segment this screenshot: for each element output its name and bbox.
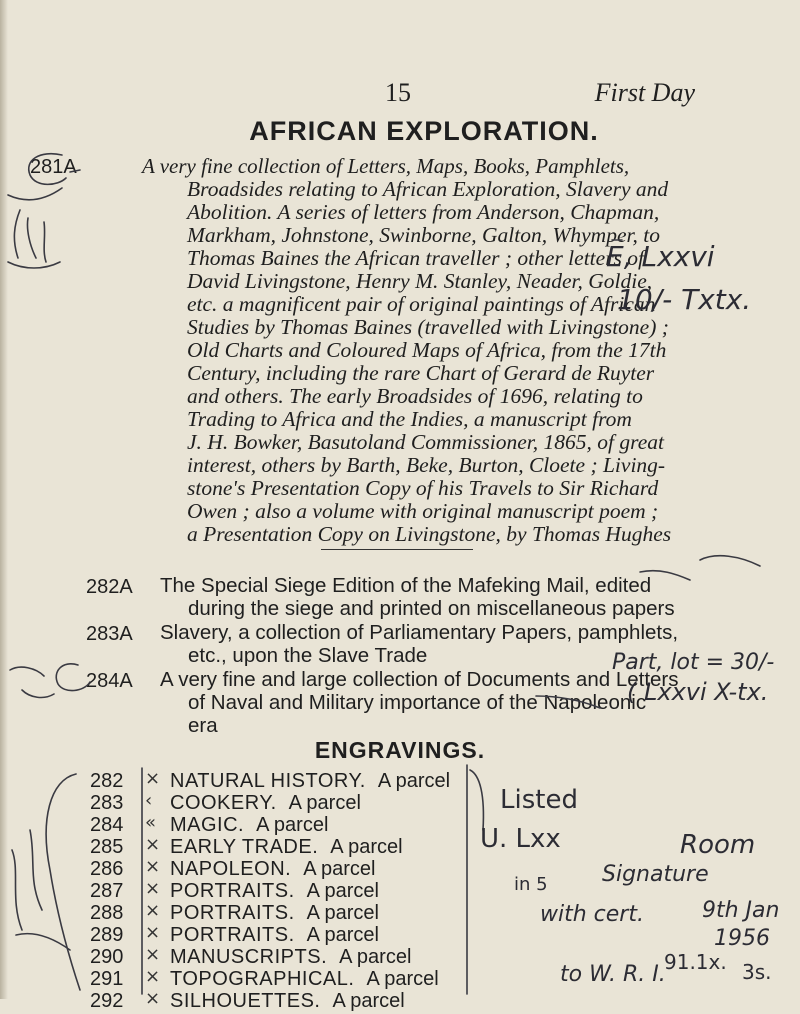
engraving-lot-number: 286 (90, 858, 124, 880)
engraving-category: SILHOUETTES. (170, 990, 321, 1012)
lot-number-284a: 284A (86, 670, 133, 692)
handwritten-note-listed: Listed (500, 785, 578, 815)
handwritten-note-price-284a: Part, lot = 30/- (612, 650, 775, 675)
lot-281a-line-8: Studies by Thomas Baines (travelled with Livingstone) ; (187, 315, 669, 339)
tick-mark: × (145, 966, 161, 987)
lot-282a-line-1: The Special Siege Edition of the Mafeking Mail, edited (160, 574, 652, 597)
engraving-category: MANUSCRIPTS. (170, 946, 328, 968)
engraving-category: COOKERY. (170, 792, 277, 814)
engraving-category: PORTRAITS. (170, 880, 295, 902)
handwritten-note-amount: 3s. (742, 960, 772, 984)
engraving-description: A parcel (288, 792, 361, 814)
engraving-category: TOPOGRAPHICAL. (170, 968, 355, 990)
handwritten-note-signature: Signature (602, 862, 709, 887)
lot-281a-line-16: Owen ; also a volume with original manuscript poem ; (187, 499, 659, 523)
engraving-lot-number: 288 (90, 902, 124, 924)
tick-mark: × (145, 768, 161, 789)
lot-281a-line-1: A very fine collection of Letters, Maps, Books, Pamphlets, (142, 154, 630, 178)
lot-283a-line-1: Slavery, a collection of Parliamentary Papers, pamphlets, (160, 621, 679, 644)
lot-284a-line-2: of Naval and Military importance of the Napoleonic (188, 691, 647, 714)
lot-281a-line-17: a Presentation Copy on Livingstone, by Thomas Hughes (187, 522, 672, 546)
tick-mark: × (145, 944, 161, 965)
tick-mark: « (145, 812, 157, 833)
engraving-category: PORTRAITS. (170, 902, 295, 924)
engravings-bracket-left (46, 774, 80, 990)
lot-281a-line-10: Century, including the rare Chart of Gerard de Ruyter (187, 361, 655, 385)
engraving-description: A parcel (306, 924, 379, 946)
engraving-description: A parcel (377, 770, 451, 792)
handwritten-note-code-281a: 10/- Txtx. (617, 283, 752, 316)
engraving-lot-number: 282 (90, 770, 124, 792)
handwritten-note-price-281a: E, Lxxvi (606, 240, 715, 273)
lot-circle-281a (29, 154, 66, 185)
tick-mark: × (145, 988, 161, 1009)
lot-283a-line-2: etc., upon the Slave Trade (188, 644, 428, 667)
engraving-category: MAGIC. (170, 814, 245, 836)
lot-284a-line-1: A very fine and large collection of Documents and Letters (160, 668, 679, 691)
engraving-lot-number: 287 (90, 880, 124, 902)
tick-mark: × (145, 922, 161, 943)
lot-281a-line-15: stone's Presentation Copy of his Travels to Sir Richard (187, 476, 659, 500)
engraving-category: NAPOLEON. (170, 858, 292, 880)
handwritten-note-room: Room (680, 830, 756, 860)
engraving-lot-number: 292 (90, 990, 124, 1012)
engraving-lot-number: 289 (90, 924, 124, 946)
lot-281a-line-4: Markham, Johnstone, Swinborne, Galton, Whymper, to (187, 223, 660, 247)
tick-mark: × (145, 878, 161, 899)
lot-281a-line-5: Thomas Baines the African traveller ; other letters of (187, 246, 645, 270)
lot-281a-line-2: Broadsides relating to African Exploration, Slavery and (187, 177, 669, 201)
engraving-lot-number: 291 (90, 968, 124, 990)
page-number: 15 (385, 78, 411, 107)
lot-281a-line-7: etc. a magnificent pair of original paintings of African (187, 292, 656, 316)
lot-281a-line-6: David Livingstone, Henry M. Stanley, Neader, Goldie, (187, 269, 653, 293)
handwritten-note-code-284a: ( Lxxvi X-tx. (627, 678, 769, 706)
lot-281a-line-13: J. H. Bowker, Basutoland Commissioner, 1865, of great (187, 430, 664, 454)
engraving-lot-number: 290 (90, 946, 124, 968)
engraving-category: NATURAL HISTORY. (170, 770, 366, 792)
engraving-description: A parcel (306, 880, 379, 902)
engraving-category: EARLY TRADE. (170, 836, 319, 858)
lot-281a-line-12: Trading to Africa and the Indies, a manuscript from (187, 407, 632, 431)
handwritten-note-year: 1956 (714, 926, 770, 951)
lot-number-283a: 283A (86, 623, 133, 645)
engraving-description: A parcel (306, 902, 379, 924)
engraving-category: PORTRAITS. (170, 924, 295, 946)
lot-282a-line-2: during the siege and printed on miscellaneous papers (188, 597, 675, 620)
engraving-description: A parcel (332, 990, 405, 1012)
lot-281a-line-9: Old Charts and Coloured Maps of Africa, from the 17th (187, 338, 667, 362)
section-title-engravings: ENGRAVINGS. (314, 737, 486, 763)
lot-number-282a: 282A (86, 576, 133, 598)
tick-mark: × (145, 834, 161, 855)
lot-circle-284a (56, 664, 90, 691)
engraving-lot-number: 285 (90, 836, 124, 858)
handwritten-note-in: in 5 (514, 874, 548, 895)
engraving-description: A parcel (303, 858, 376, 880)
lot-284a-line-3: era (188, 714, 218, 737)
handwritten-note-with-cert: with cert. (540, 902, 644, 927)
tick-mark: × (145, 900, 161, 921)
lot-281a-line-11: and others. The early Broadsides of 1696, relating to (187, 384, 643, 408)
handwritten-note-date: 9th Jan (702, 898, 780, 923)
engraving-lot-number: 283 (90, 792, 124, 814)
handwritten-note-u-lxx: U. Lxx (480, 824, 561, 854)
handwritten-note-to-wri: to W. R. I. (560, 962, 666, 987)
lot-281a-line-14: interest, others by Barth, Beke, Burton, Cloete ; Living- (187, 453, 666, 477)
engraving-description: A parcel (366, 968, 439, 990)
tick-mark: ‹ (145, 790, 153, 811)
engraving-description: A parcel (256, 814, 329, 836)
engraving-description: A parcel (339, 946, 412, 968)
lot-number-281a: 281A (30, 156, 77, 178)
sale-day: First Day (594, 78, 695, 107)
lot-281a-line-3: Abolition. A series of letters from Anderson, Chapman, (187, 200, 660, 224)
handwritten-note-code: 91.1x. (664, 950, 727, 974)
tick-mark: × (145, 856, 161, 877)
section-title-african-exploration: AFRICAN EXPLORATION. (249, 116, 599, 146)
engraving-lot-number: 284 (90, 814, 124, 836)
engraving-description: A parcel (330, 836, 403, 858)
